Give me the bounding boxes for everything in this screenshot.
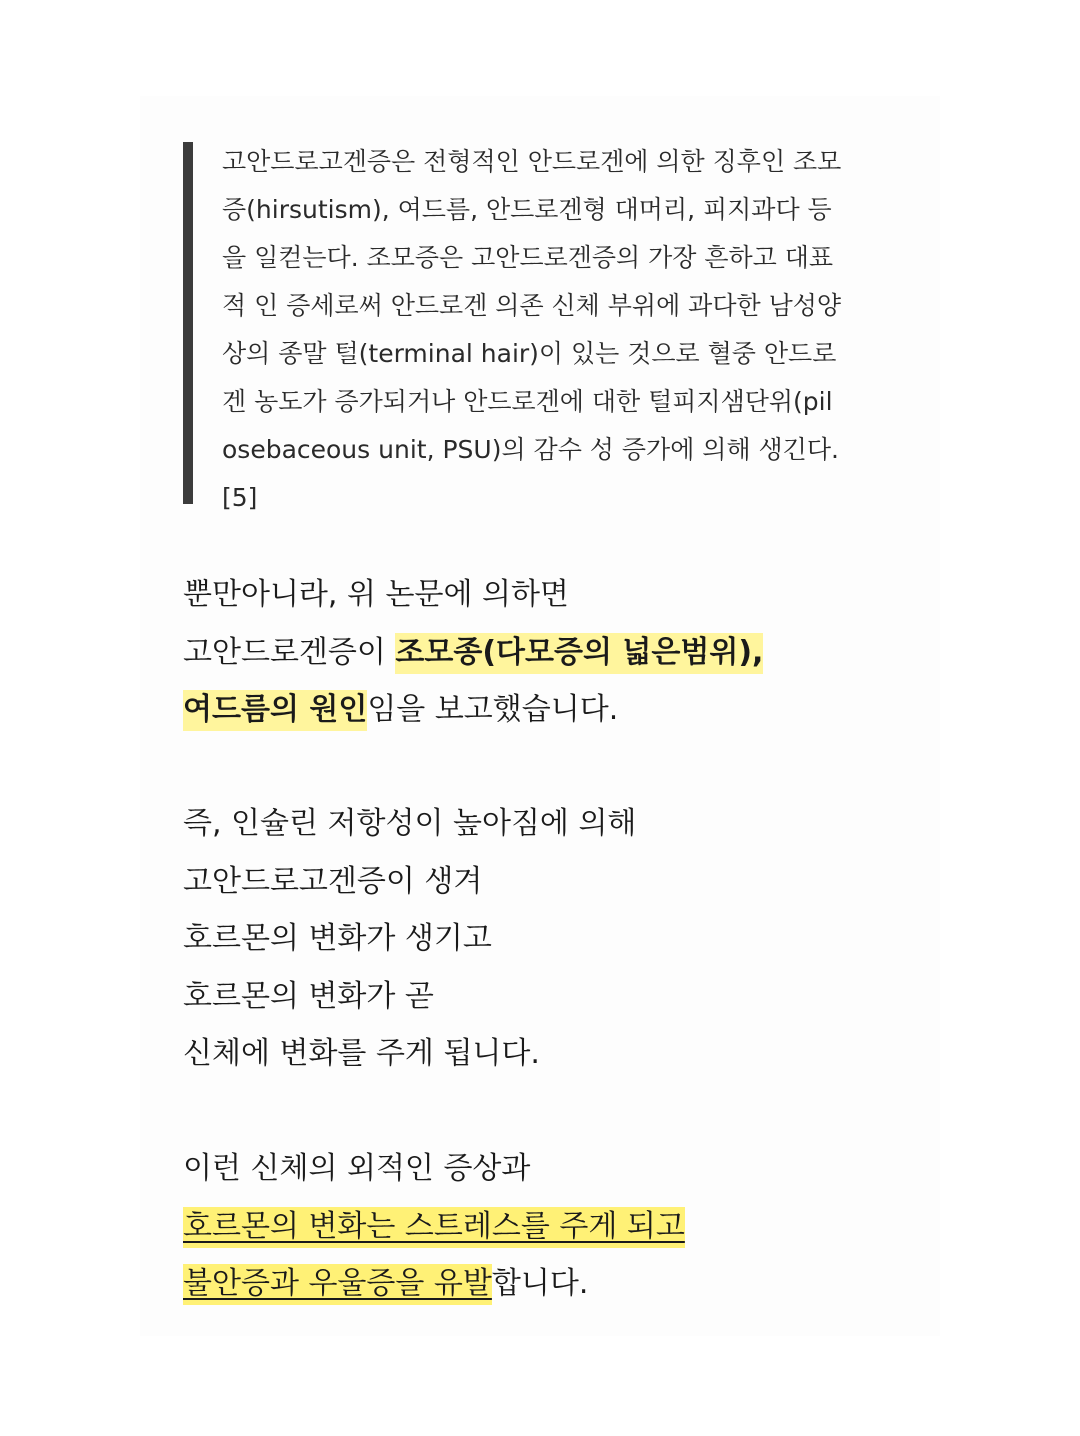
highlighted-text: 조모종(다모증의 넓은범위), bbox=[395, 633, 763, 674]
blockquote-bar bbox=[183, 142, 193, 504]
plain-text: 고안드로겐증이 bbox=[183, 634, 396, 670]
highlighted-text: 여드름의 원인 bbox=[183, 690, 367, 731]
plain-text: 합니다. bbox=[491, 1266, 589, 1301]
paragraph-line: 뿐만아니라, 위 논문에 의하면 bbox=[183, 577, 569, 612]
paragraph-line bbox=[183, 1198, 923, 1256]
paragraph-line bbox=[183, 1255, 923, 1313]
plain-text: 임을 보고했습니다. bbox=[367, 692, 619, 727]
paragraph-line bbox=[183, 624, 923, 682]
blockquote-text: 고안드로고겐증은 전형적인 안드로겐에 의한 징후인 조모 증(hirsutism), 여드름, 안드로겐형 대머리, 피지과다 등 을 일컫는다. 조모증은 고안드로겐증의 가장 흔하고 대표 적 인 증세로써 안드로겐 의존 신체 부위에 과다한 남성양 상의 종말 털(terminal hair)이 있는 것으로 혈중 안드로 겐 농도가 증가되거나 안드로겐에 대한 털피지샘단위(pil osebaceous unit, PSU)의 감수 성 증가에 의해 생긴다. [5] bbox=[222, 147, 842, 512]
paragraph-insulin-resistance bbox=[183, 795, 923, 1083]
paragraph-line: 신체에 변화를 주게 됩니다. bbox=[183, 1036, 540, 1071]
paragraph-line bbox=[183, 681, 923, 739]
underlined-highlighted-text: 호르몬의 변화는 스트레스를 주게 되고 bbox=[183, 1207, 685, 1248]
paragraph-line: 호르몬의 변화가 곧 bbox=[183, 978, 434, 1014]
paragraph-line: 고안드로고겐증이 생겨 bbox=[183, 863, 483, 899]
paragraph-line: 즉, 인슐린 저항성이 높아짐에 의해 bbox=[183, 806, 637, 841]
paragraph-paper-report bbox=[183, 566, 923, 739]
paragraph-line: 호르몬의 변화가 생기고 bbox=[183, 921, 492, 956]
paragraph-anxiety-depression bbox=[183, 1140, 923, 1313]
underlined-highlighted-text: 불안증과 우울증을 유발 bbox=[183, 1264, 492, 1305]
paragraph-line: 이런 신체의 외적인 증상과 bbox=[183, 1151, 531, 1186]
